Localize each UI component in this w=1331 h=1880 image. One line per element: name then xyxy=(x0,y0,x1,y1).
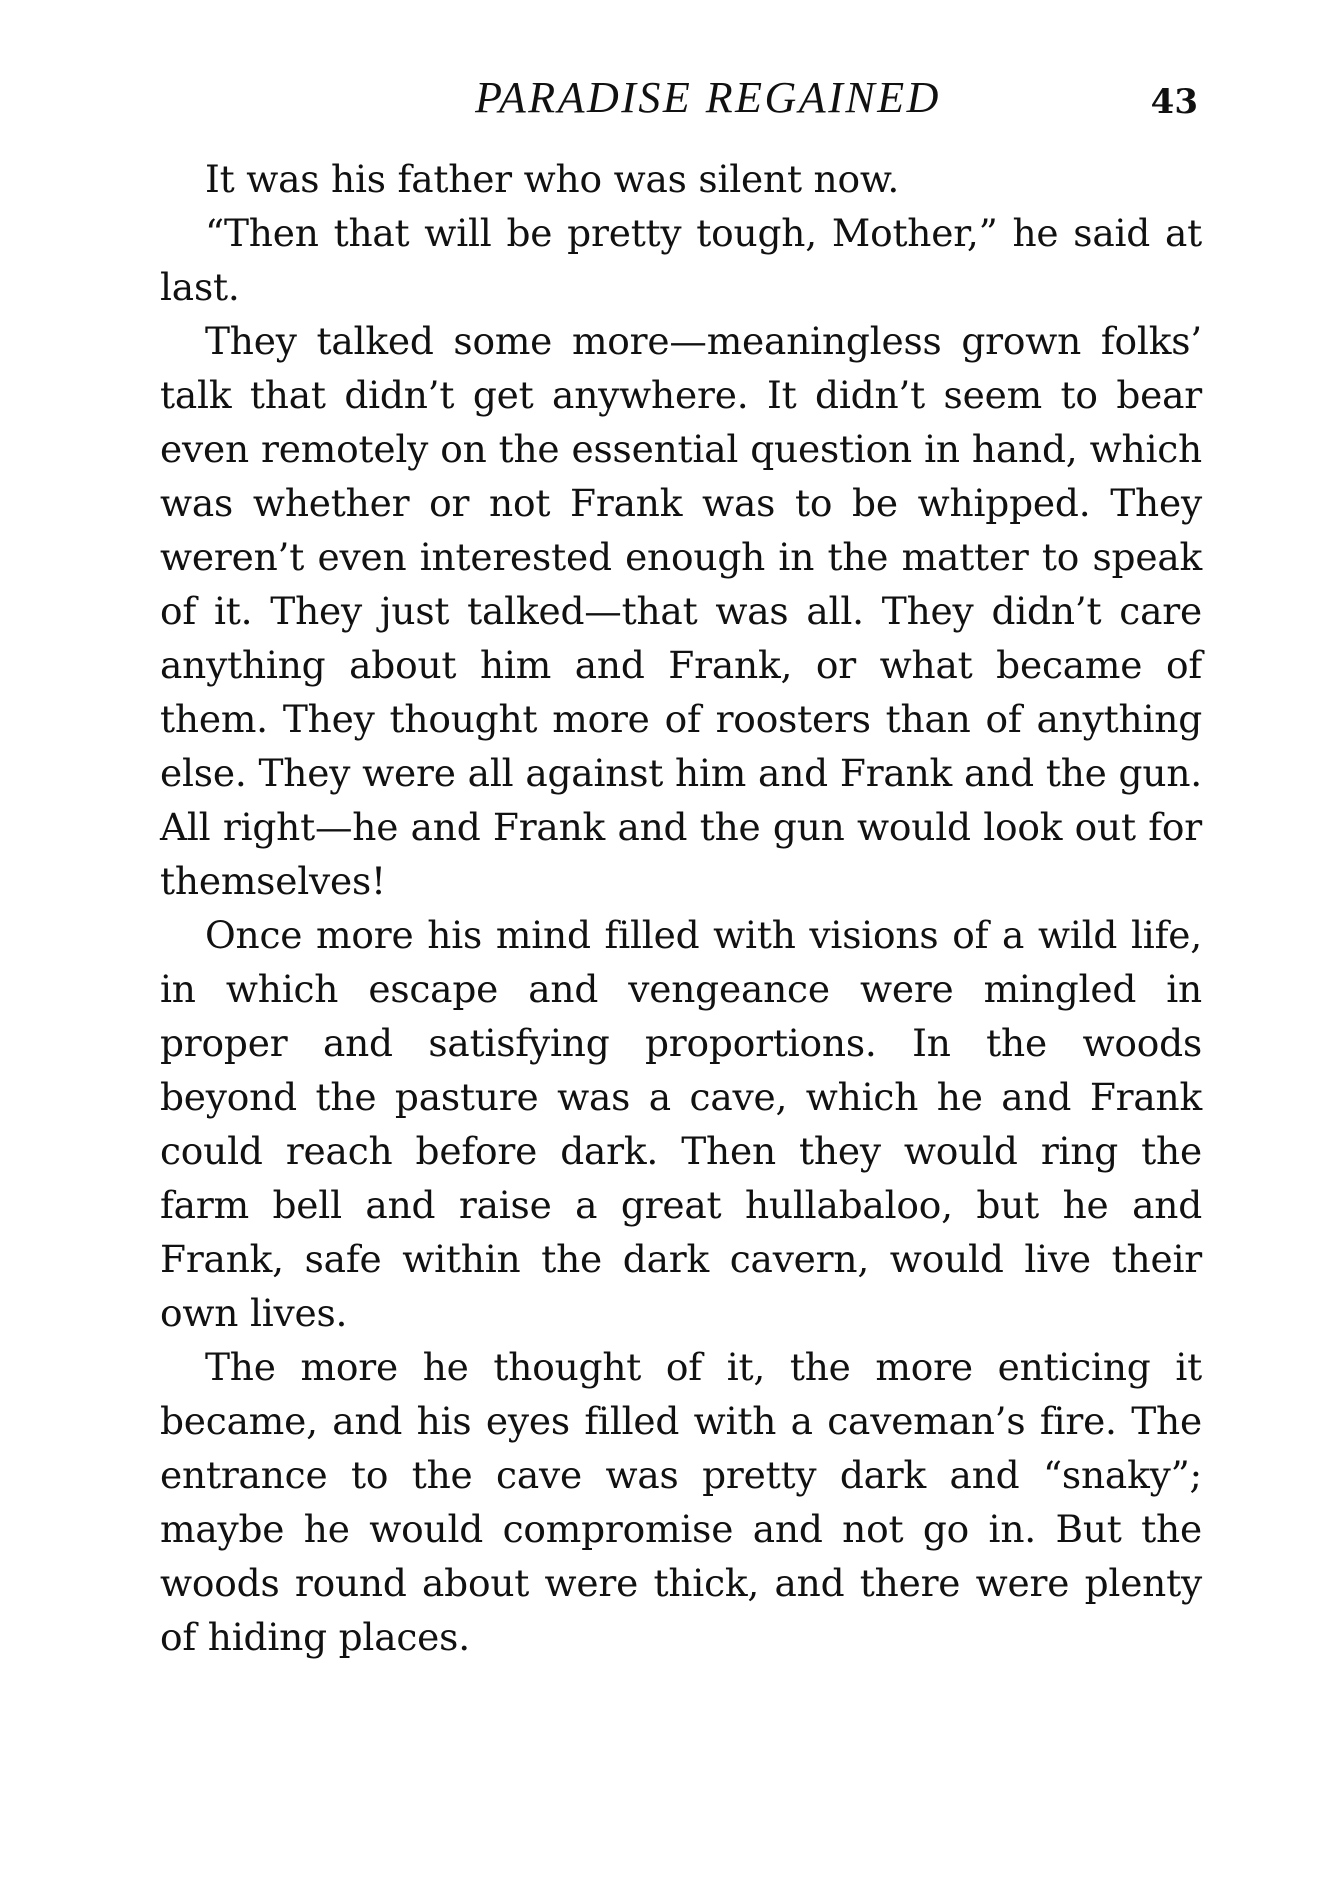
running-head xyxy=(160,70,1202,126)
paragraph-3: They talked some more—meaningless grown folks’ talk that didn’t get anywhere. It didn’t seem to bear even remotely on the essential question in hand, which was whether or not Frank was to be whipped. They weren’t even interested enough in the matter to speak of it. They just talked—that was all. They didn’t care anything about him and Frank, or what became of them. They thought more of roosters than of anything else. They were all against him and Frank and the gun. All right—he and Frank and the gun would look out for themselves! xyxy=(160,319,1202,903)
book-page xyxy=(160,70,1202,1810)
page-number: 43 xyxy=(1150,82,1198,122)
body-text xyxy=(160,152,1202,1664)
running-title: PARADISE REGAINED xyxy=(475,73,941,122)
paragraph-1: It was his father who was silent now. xyxy=(205,157,900,201)
paragraph-5: The more he thought of it, the more enticing it became, and his eyes filled with a caveman’s fire. The entrance to the cave was pretty dark and “snaky”; maybe he would compromise and not go in. But the woods round about were thick, and there were plenty of hiding places. xyxy=(160,1345,1202,1659)
paragraph-4: Once more his mind filled with visions of a wild life, in which escape and vengeance were mingled in proper and satisfying proportions. In the woods beyond the pasture was a cave, which he and Frank could reach before dark. Then they would ring the farm bell and raise a great hullabaloo, but he and Frank, safe within the dark cavern, would live their own lives. xyxy=(160,913,1202,1335)
paragraph-2: “Then that will be pretty tough, Mother,” he said at last. xyxy=(160,211,1202,309)
